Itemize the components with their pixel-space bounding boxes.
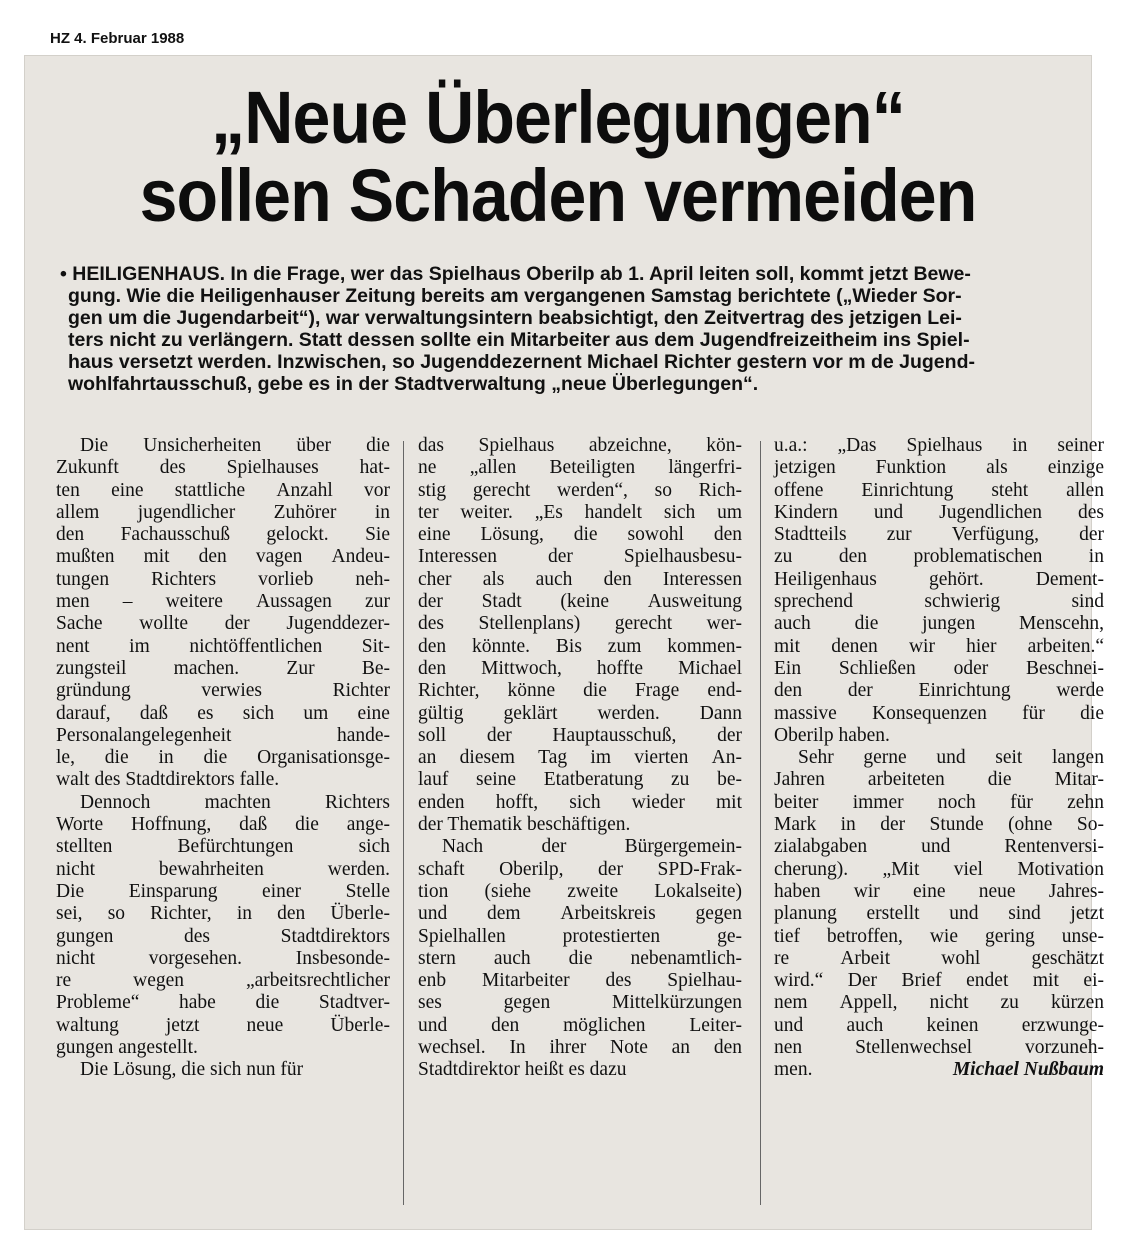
author-byline: Michael Nußbaum: [952, 1059, 1104, 1081]
article-line: Interessen der Spielhausbesu-: [418, 546, 742, 568]
article-line: beiter immer noch für zehn: [774, 791, 1104, 813]
lead-paragraph: [60, 263, 1080, 395]
article-line: wird.“ Der Brief endet mit ei-: [774, 970, 1104, 992]
article-line: enden hofft, sich wieder mit: [418, 791, 742, 813]
article-line: u.a.: „Das Spielhaus in seiner: [774, 435, 1104, 456]
article-line: zungsteil machen. Zur Be-: [56, 657, 390, 679]
article-line: zialabgaben und Rentenversi-: [774, 836, 1104, 858]
article-line: Stadtteils zur Verfügung, der: [774, 524, 1104, 546]
article-line: massive Konsequenzen für die: [774, 702, 1104, 724]
article-line: Sache wollte der Jugenddezer-: [56, 613, 390, 635]
article-line: nent im nichtöffentlichen Sit-: [56, 635, 390, 657]
article-line: stellten Befürchtungen sich: [56, 836, 390, 858]
article-line: planung erstellt und sind jetzt: [774, 903, 1104, 925]
article-line: des Stellenplans) gerecht wer-: [418, 613, 742, 635]
article-line: gungen angestellt.: [56, 1037, 198, 1059]
article-line: und dem Arbeitskreis gegen: [418, 903, 742, 925]
lead-line: • HEILIGENHAUS. In die Frage, wer das Spielhaus Oberilp ab 1. April leiten soll, kommt jetzt Bewe-: [60, 263, 971, 285]
article-line: Die Unsicherheiten über die: [80, 435, 390, 456]
article-line: Jahren arbeiteten die Mitar-: [774, 769, 1104, 791]
article-line: ten eine stattliche Anzahl vor: [56, 479, 390, 501]
article-line: Nach der Bürgergemein-: [442, 836, 742, 858]
article-line: sei, so Richter, in den Überle-: [56, 903, 390, 925]
column-divider: [760, 441, 761, 1205]
article-line: schaft Oberilp, der SPD-Frak-: [418, 858, 742, 880]
article-line: Worte Hoffnung, daß die ange-: [56, 814, 390, 836]
article-line: waltung jetzt neue Überle-: [56, 1014, 390, 1036]
article-line: den Fachausschuß gelockt. Sie: [56, 524, 390, 546]
article-line: walt des Stadtdirektors falle.: [56, 769, 280, 791]
article-line: Ein Schließen oder Beschnei-: [774, 657, 1104, 679]
article-line: haben wir eine neue Jahres-: [774, 880, 1104, 902]
article-line: Heiligenhaus gehört. Dement-: [774, 568, 1104, 590]
article-line: nem Appell, nicht zu kürzen: [774, 992, 1104, 1014]
article-line: den Mittwoch, hoffte Michael: [418, 657, 742, 679]
lead-line: gung. Wie die Heiligenhauser Zeitung bereits am vergangenen Samstag berichtete („Wieder Sor-: [68, 285, 962, 307]
headline-line-2: sollen Schaden vermeiden: [139, 154, 977, 237]
article-line: Stadtdirektor heißt es dazu: [418, 1059, 627, 1081]
article-line: das Spielhaus abzeichne, kön-: [418, 435, 742, 456]
article-line: Die Lösung, die sich nun für: [80, 1059, 304, 1081]
article-line: Probleme“ habe die Stadtver-: [56, 992, 390, 1014]
column-divider: [403, 441, 404, 1205]
article-line: nen Stellenwechsel vorzuneh-: [774, 1037, 1104, 1059]
article-line: stig gerecht werden“, so Rich-: [418, 479, 742, 501]
article-line: der Stadt (keine Ausweitung: [418, 591, 742, 613]
article-line: lauf seine Etatberatung zu be-: [418, 769, 742, 791]
article-line: jetzigen Funktion als einzige: [774, 457, 1104, 479]
article-line: wechsel. In ihrer Note an den: [418, 1037, 742, 1059]
article-line: Sehr gerne und seit langen: [798, 747, 1104, 769]
article-line: Mark in der Stunde (ohne So-: [774, 814, 1104, 836]
article-line: nicht bewahrheiten werden.: [56, 858, 390, 880]
article-line: zu den problematischen in: [774, 546, 1104, 568]
article-body: [48, 435, 1104, 1215]
article-line: re wegen „arbeitsrechtlicher: [56, 970, 390, 992]
headline-line-1: „Neue Überlegungen“: [211, 76, 905, 159]
article-line: Richter, könne die Frage end-: [418, 680, 742, 702]
article-line: enb Mitarbeiter des Spielhau-: [418, 970, 742, 992]
article-line: stern auch die nebenamtlich-: [418, 947, 742, 969]
article-line: offene Einrichtung steht allen: [774, 479, 1104, 501]
article-column-3: [774, 435, 1104, 1082]
article-line: men.: [774, 1059, 813, 1081]
article-line: re Arbeit wohl geschätzt: [774, 947, 1104, 969]
lead-line: ters nicht zu verlängern. Statt dessen sollte ein Mitarbeiter aus dem Jugendfreizeitheim ins Spiel-: [68, 329, 970, 351]
article-line: nicht vorgesehen. Insbesonde-: [56, 947, 390, 969]
article-line: darauf, daß es sich um eine: [56, 702, 390, 724]
article-column-2: [418, 435, 742, 1082]
article-line: tief betroffen, wie gering unse-: [774, 925, 1104, 947]
article-line: Zukunft des Spielhauses hat-: [56, 457, 390, 479]
headline: [67, 76, 1050, 237]
article-line: sprechend schwierig sind: [774, 591, 1104, 613]
lead-line: haus versetzt werden. Inzwischen, so Jugenddezernent Michael Richter gestern vor m de Jugend-: [68, 351, 975, 373]
newspaper-clipping: [24, 55, 1104, 1230]
article-line: den könnte. Bis zum kommen-: [418, 635, 742, 657]
article-line: Dennoch machten Richters: [80, 791, 390, 813]
article-line: mußten mit den vagen Andeu-: [56, 546, 390, 568]
article-line: ses gegen Mittelkürzungen: [418, 992, 742, 1014]
source-label: HZ 4. Februar 1988: [50, 30, 185, 47]
article-line: und den möglichen Leiter-: [418, 1014, 742, 1036]
article-line: auch die jungen Menscehn,: [774, 613, 1104, 635]
article-line: men – weitere Aussagen zur: [56, 591, 390, 613]
article-line: le, die in die Organisationsge-: [56, 747, 390, 769]
article-line: ter weiter. „Es handelt sich um: [418, 501, 742, 523]
article-line: Spielhallen protestierten ge-: [418, 925, 742, 947]
article-line: ne „allen Beteiligten längerfri-: [418, 457, 742, 479]
article-line: mit denen wir hier arbeiten.“: [774, 635, 1104, 657]
article-line: tungen Richters vorlieb neh-: [56, 568, 390, 590]
article-line: tion (siehe zweite Lokalseite): [418, 880, 742, 902]
article-line: soll der Hauptausschuß, der: [418, 724, 742, 746]
article-line: cher als auch den Interessen: [418, 568, 742, 590]
article-line: Personalangelegenheit hande-: [56, 724, 390, 746]
article-line: den der Einrichtung werde: [774, 680, 1104, 702]
article-line: Oberilp haben.: [774, 724, 890, 746]
article-line: an diesem Tag im vierten An-: [418, 747, 742, 769]
article-line: [774, 1059, 1104, 1081]
article-line: Kindern und Jugendlichen des: [774, 501, 1104, 523]
article-column-1: [56, 435, 390, 1082]
article-line: eine Lösung, die sowohl den: [418, 524, 742, 546]
article-line: gültig geklärt werden. Dann: [418, 702, 742, 724]
article-line: der Thematik beschäftigen.: [418, 814, 631, 836]
article-line: Die Einsparung einer Stelle: [56, 880, 390, 902]
article-line: und auch keinen erzwunge-: [774, 1014, 1104, 1036]
lead-line: gen um die Jugendarbeit“), war verwaltungsintern beabsichtigt, den Zeitvertrag des jetzigen Lei-: [68, 307, 962, 329]
lead-line: wohlfahrtausschuß, gebe es in der Stadtverwaltung „neue Überlegungen“.: [68, 373, 759, 395]
article-line: allem jugendlicher Zuhörer in: [56, 501, 390, 523]
article-line: gründung verwies Richter: [56, 680, 390, 702]
article-line: cherung). „Mit viel Motivation: [774, 858, 1104, 880]
article-line: gungen des Stadtdirektors: [56, 925, 390, 947]
